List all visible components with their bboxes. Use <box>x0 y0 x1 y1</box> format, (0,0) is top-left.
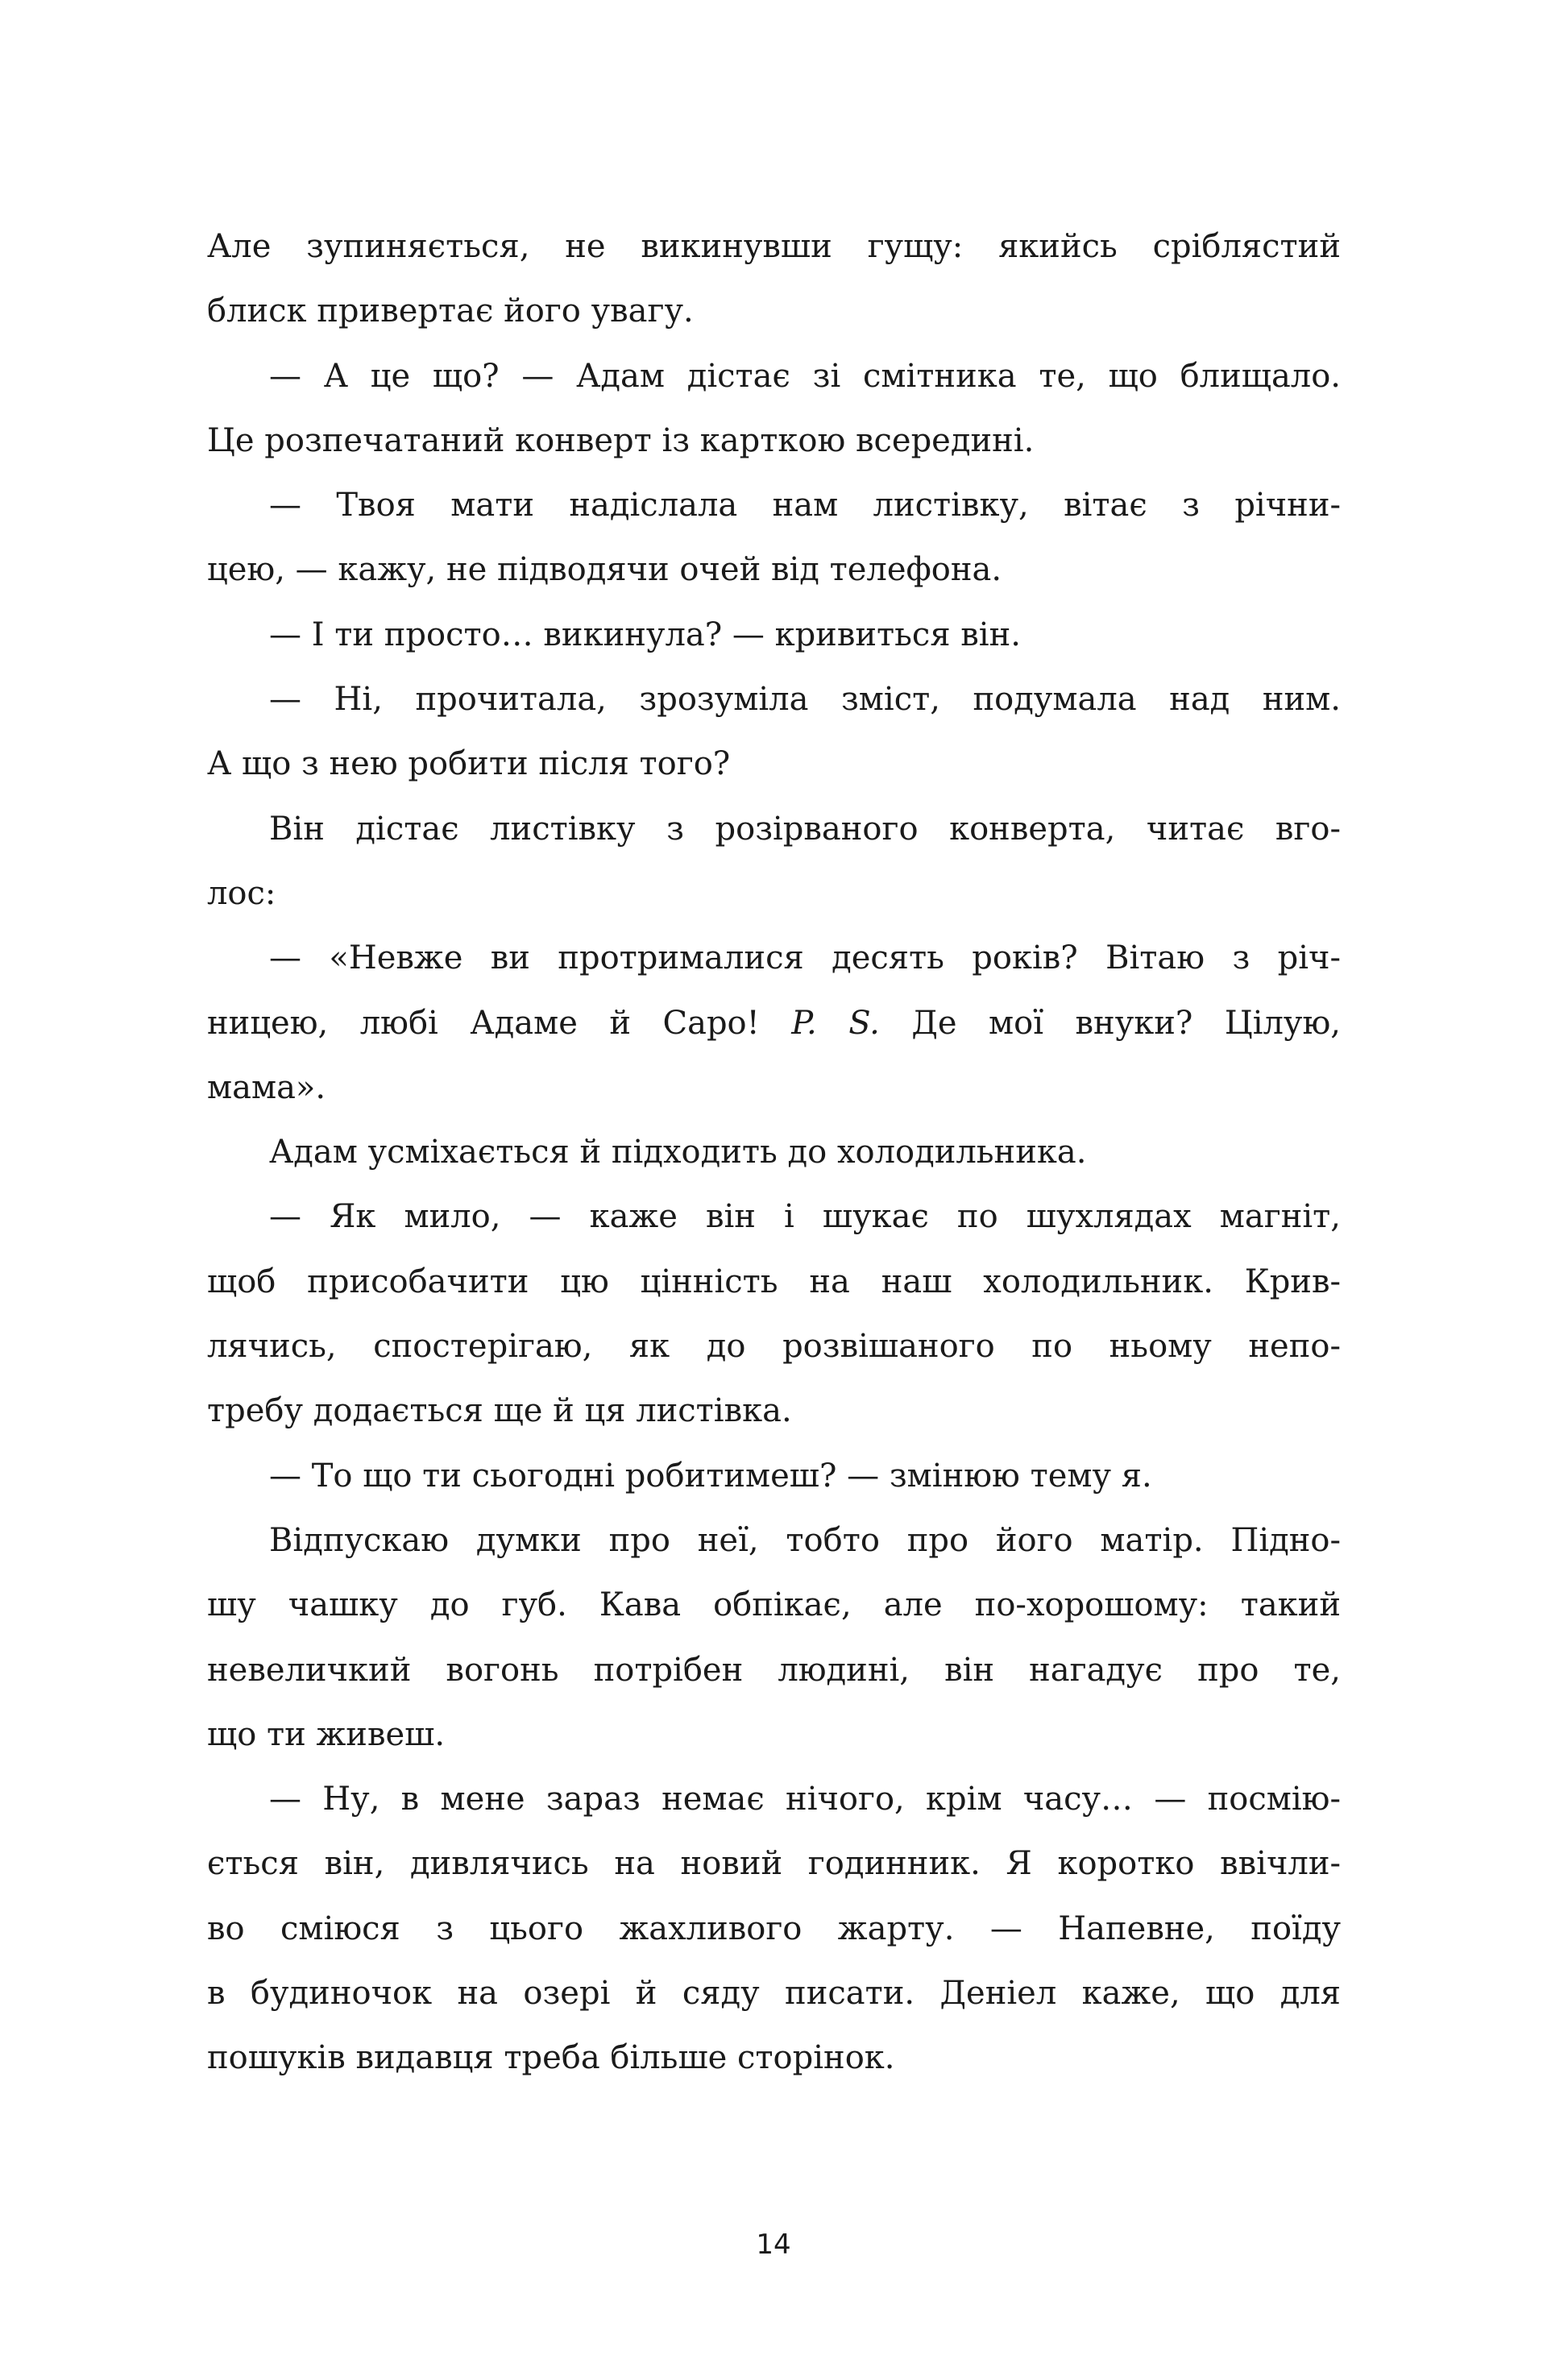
text-segment: що ти живеш. <box>207 1715 446 1753</box>
italic-text: P. S. <box>791 1004 880 1042</box>
text-line <box>207 861 1341 926</box>
text-line <box>207 1897 1341 1961</box>
text-segment: мама». <box>207 1068 326 1106</box>
text-line <box>207 1961 1341 2025</box>
text-segment: цею, — кажу, не підводячи очей від телефона. <box>207 551 1002 589</box>
text-segment: щоб присобачити цю цінність на наш холодильник. Крив- <box>207 1263 1341 1300</box>
text-line <box>207 1702 1341 1767</box>
text-line <box>207 1314 1341 1379</box>
text-line <box>207 1379 1341 1443</box>
text-line <box>207 1120 1341 1184</box>
text-line <box>207 667 1341 732</box>
text-line <box>207 408 1341 473</box>
text-line <box>207 1573 1341 1637</box>
text-line <box>207 1831 1341 1896</box>
text-segment: шу чашку до губ. Кава обпікає, але по-хорошому: такий <box>207 1586 1341 1624</box>
text-line <box>207 797 1341 861</box>
text-segment: — Як мило, — каже він і шукає по шухлядах магніт, <box>269 1198 1341 1236</box>
text-segment: — То що ти сьогодні робитимеш? — змінюю тему я. <box>269 1457 1152 1495</box>
text-line <box>207 926 1341 990</box>
text-segment: Але зупиняється, не викинувши гущу: якийсь сріблястий <box>207 228 1341 265</box>
text-line <box>207 279 1341 343</box>
text-segment: блиск привертає його увагу. <box>207 292 694 330</box>
text-segment: — Ні, прочитала, зрозуміла зміст, подумала над ним. <box>269 681 1341 719</box>
text-line <box>207 537 1341 602</box>
text-segment: лячись, спостерігаю, як до розвішаного по ньому непо- <box>207 1328 1341 1366</box>
text-segment: А що з нею робити після того? <box>207 745 731 783</box>
text-segment: — Твоя мати надіслала нам листівку, вітає з річни- <box>269 487 1341 525</box>
page-number: 14 <box>756 2229 791 2261</box>
text-segment: — Ну, в мене зараз немає нічого, крім часу… — посмію- <box>269 1781 1341 1818</box>
text-segment: невеличкий вогонь потрібен людині, він нагадує про те, <box>207 1651 1341 1689</box>
text-line <box>207 214 1341 279</box>
body-text <box>207 214 1341 2091</box>
text-line <box>207 1444 1341 1508</box>
text-segment: во сміюся з цього жахливого жарту. — Напевне, поїду <box>207 1909 1341 1947</box>
text-segment: — А це що? — Адам дістає зі смітника те, що блищало. <box>269 357 1341 395</box>
text-line <box>207 991 1341 1055</box>
text-segment: Він дістає листівку з розірваного конверта, читає вго- <box>269 810 1341 848</box>
text-line <box>207 1055 1341 1120</box>
text-segment: в будиночок на озері й сяду писати. Деніел каже, що для <box>207 1975 1341 2013</box>
text-line <box>207 2025 1341 2090</box>
text-line <box>207 1250 1341 1314</box>
text-segment: требу додається ще й ця листівка. <box>207 1392 792 1430</box>
text-segment: Відпускаю думки про неї, тобто про його матір. Підно- <box>269 1521 1341 1559</box>
text-line <box>207 473 1341 537</box>
text-segment: Де мої внуки? Цілую, <box>879 1004 1341 1042</box>
text-line <box>207 732 1341 796</box>
text-segment: ється він, дивлячись на новий годинник. Я коротко ввічли- <box>207 1845 1341 1883</box>
text-segment: — І ти просто… викинула? — кривиться він. <box>269 616 1021 653</box>
text-segment: — «Невже ви протрималися десять років? Вітаю з річ- <box>269 939 1341 977</box>
text-segment: Це розпечатаний конверт із карткою всередині. <box>207 421 1035 459</box>
text-segment: пошуків видавця треба більше сторінок. <box>207 2039 895 2077</box>
text-line <box>207 1767 1341 1831</box>
text-line <box>207 603 1341 667</box>
text-segment: Адам усміхається й підходить до холодильника. <box>269 1134 1087 1171</box>
text-line <box>207 1638 1341 1702</box>
text-line <box>207 344 1341 408</box>
text-segment: лос: <box>207 874 276 912</box>
text-segment: ницею, любі Адаме й Саро! <box>207 1004 792 1042</box>
text-line <box>207 1508 1341 1573</box>
text-line <box>207 1184 1341 1249</box>
